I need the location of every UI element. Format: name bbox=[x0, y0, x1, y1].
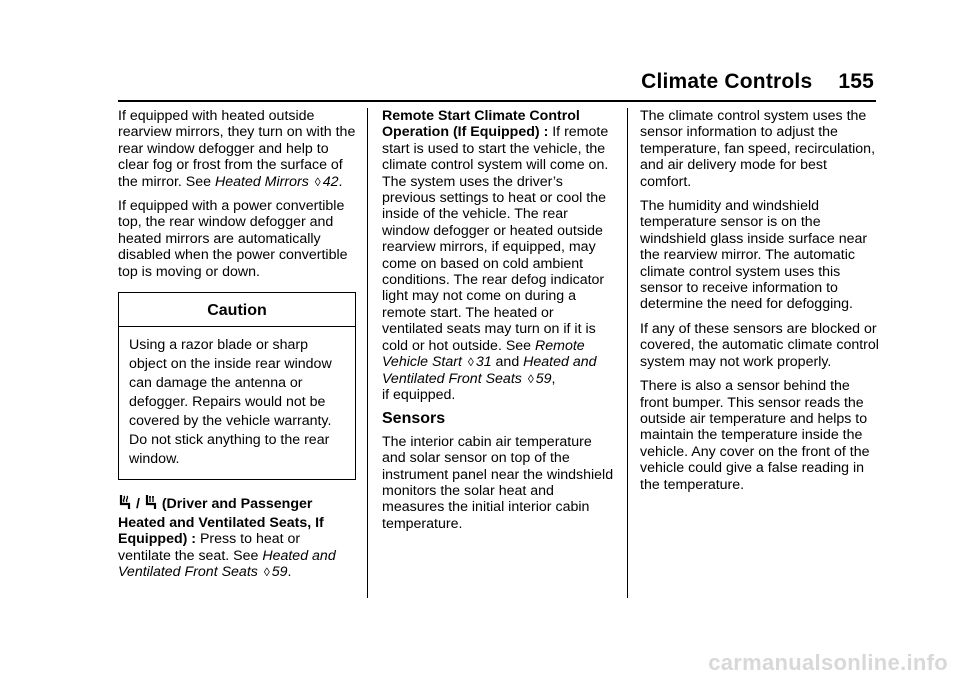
page-ref-arrow-icon: ◊ bbox=[467, 355, 474, 370]
section-title: Climate Controls bbox=[641, 70, 813, 93]
sensor-info-paragraph: The climate control system uses the sensor information to adjust the temperature, fan speed, recirculation, and air delivery mode for best comfort. bbox=[640, 108, 876, 190]
convertible-top-paragraph: If equipped with a power convertible top, the rear window defogger and heated mirrors are automatically disabled when the power convertible top is moving or down. bbox=[118, 198, 348, 280]
sensors-heading: Sensors bbox=[382, 410, 446, 428]
seats-link[interactable]: Heated and Ventilated Front Seats bbox=[118, 547, 336, 581]
sensors-paragraph: The interior cabin air temperature and solar sensor on top of the instrument panel near the windshield monitors the solar heat and measures the initial interior cabin temperature. bbox=[382, 433, 614, 532]
seats-page-ref[interactable]: 59 bbox=[271, 564, 288, 581]
page-header bbox=[641, 70, 874, 94]
column-1 bbox=[118, 108, 356, 589]
remote-start-page-ref[interactable]: 31 bbox=[475, 354, 492, 371]
caution-box bbox=[118, 292, 356, 480]
heated-seats-link[interactable]: Ventilated Front Seats bbox=[382, 370, 522, 387]
header-rule bbox=[118, 100, 876, 102]
blocked-sensor-paragraph: If any of these sensors are blocked or covered, the automatic climate control system may not work properly. bbox=[640, 320, 879, 370]
column-3 bbox=[640, 108, 880, 501]
heated-seats-link-prefix[interactable]: Heated and bbox=[523, 354, 597, 371]
page-ref-arrow-icon: ◊ bbox=[314, 174, 321, 189]
column-divider-1 bbox=[367, 108, 368, 598]
watermark: carmanualsonline.info bbox=[708, 650, 948, 675]
page-ref-arrow-icon: ◊ bbox=[527, 371, 534, 386]
heated-mirrors-page-ref[interactable]: 42 bbox=[322, 173, 339, 190]
heated-seat-icon bbox=[118, 494, 132, 514]
heated-mirrors-link[interactable]: Heated Mirrors bbox=[214, 173, 309, 190]
humidity-sensor-paragraph: The humidity and windshield temperature sensor is on the windshield glass inside surface near the rearview mirror. The automatic climate control system uses this sensor to receive information to determine the need for defogging. bbox=[640, 198, 868, 313]
remote-start-paragraph: Remote Start Climate Control Operation (If Equipped) : If remote start is used to start the vehicle, the climate control system will come on. The system uses the driver’s previous settings to heat or cool the inside of the vehicle. The rear window defogger or heated outside rearview mirrors, if equipped, may come on based on cold ambient conditions. The rear defog indicator light may not come on during a remote start. The heated or ventilated seats may turn on if it is cold or hot outside. See Remote Vehicle Start ◊ 31 and Heated and Ventilated Front Seats ◊ 59, if equipped. bbox=[382, 108, 609, 403]
page-number: 155 bbox=[838, 70, 874, 93]
column-2 bbox=[382, 108, 618, 540]
remote-start-heading: Remote Start Climate Control Operation (If Equipped) : bbox=[382, 108, 580, 141]
seats-heading: (Driver and Passenger Heated and Ventilated Seats, If Equipped) : bbox=[118, 496, 324, 548]
seats-paragraph: / (Driver and Passenger Heated and Ventilated Seats, If Equipped) : Press to heat or ventilate the seat. See Heated and Ventilated Front Seats ◊ 59. bbox=[118, 496, 336, 581]
heated-mirrors-paragraph: If equipped with heated outside rearview mirrors, they turn on with the rear window defogger and help to clear fog or frost from the surface of the mirror. See Heated Mirrors ◊ 42. bbox=[118, 108, 356, 190]
page-ref-arrow-icon: ◊ bbox=[263, 565, 270, 580]
heated-seats-page-ref[interactable]: 59 bbox=[535, 370, 552, 387]
column-divider-2 bbox=[627, 108, 628, 598]
caution-title: Caution bbox=[119, 293, 355, 327]
bumper-sensor-paragraph: There is also a sensor behind the front bumper. This sensor reads the outside air temperature and helps to maintain the temperature inside the vehicle. Any cover on the front of the vehicle could give a false reading in the temperature. bbox=[640, 378, 870, 493]
remote-start-link[interactable]: Remote Vehicle Start bbox=[382, 337, 585, 371]
seat-slash: / bbox=[135, 496, 140, 513]
caution-body: Using a razor blade or sharp object on the inside rear window can damage the antenna or defogger. Repairs would not be covered by the vehicle warranty. Do not stick anything to the rear window. bbox=[129, 337, 332, 468]
ventilated-seat-icon bbox=[144, 494, 158, 514]
